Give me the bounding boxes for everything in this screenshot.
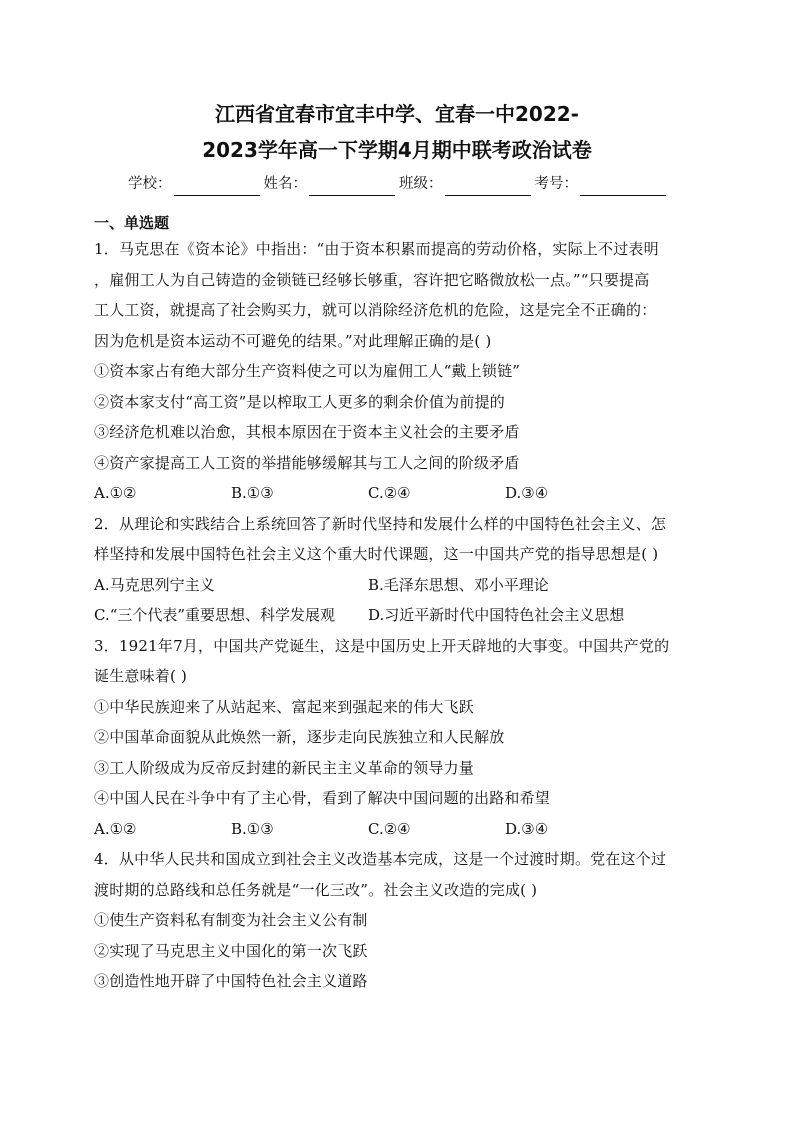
question-2 (94, 509, 700, 631)
question-3-stem-line: 3．1921年7月，中国共产党诞生，这是中国历史上开天辟地的大事变。中国共产党的 (94, 636, 670, 655)
class-field (399, 172, 531, 196)
choice-b: B.毛泽东思想、邓小平理论 (368, 575, 549, 594)
school-field (128, 172, 260, 196)
question-1-stem-line: 工人工资，就提高了社会购买力，就可以消除经济危机的危险，这是完全不正确的： (94, 301, 657, 319)
choice-c: C.②④ (368, 819, 411, 838)
question-4-statement-1: ①使生产资料私有制变为社会主义公有制 (94, 911, 368, 929)
student-info-line (94, 172, 700, 196)
exam-number-label: 考号： (534, 176, 578, 192)
question-1-statement-4: ④资产家提高工人工资的举措能够缓解其与工人之间的阶级矛盾 (94, 453, 520, 472)
question-1-statement-3: ③经济危机难以治愈，其根本原因在于资本主义社会的主要矛盾 (94, 423, 520, 441)
question-3-statement-4: ④中国人民在斗争中有了主心骨，看到了解决中国问题的出路和希望 (94, 789, 551, 807)
choice-a: A.①② (94, 819, 137, 838)
question-3-statement-3: ③工人阶级成为反帝反封建的新民主主义革命的领导力量 (94, 758, 475, 777)
name-field (264, 172, 396, 196)
question-2-choices-row-1 (94, 570, 700, 601)
name-blank (309, 179, 395, 196)
document-title (94, 96, 700, 168)
title-line-1: 江西省宜春市宜丰中学、宜春一中2022- (215, 102, 579, 126)
question-1-stem-line: ，雇佣工人为自己铸造的金锁链已经够长够重，容许把它略微放松一点。”“只要提高 (94, 270, 650, 289)
choice-b: B.①③ (231, 484, 274, 502)
school-blank (174, 179, 260, 196)
question-2-stem-line: 样坚持和发展中国特色社会主义这个重大时代课题，这一中国共产党的指导思想是( ) (94, 545, 659, 563)
question-3-choices (94, 814, 700, 845)
choice-b: B.①③ (231, 819, 274, 838)
question-2-stem-line: 2．从理论和实践结合上系统回答了新时代坚持和发展什么样的中国特色社会主义、怎 (94, 514, 667, 533)
choice-a: A.①② (94, 484, 137, 502)
question-3-statement-2: ②中国革命面貌从此焕然一新，逐步走向民族独立和人民解放 (94, 728, 505, 746)
choice-d: D.习近平新时代中国特色社会主义思想 (368, 606, 625, 624)
question-4-statement-2: ②实现了马克思主义中国化的第一次飞跃 (94, 941, 368, 960)
choice-c: C.“三个代表”重要思想、科学发展观 (94, 606, 336, 624)
choice-d: D.③④ (505, 819, 549, 838)
question-4 (94, 844, 700, 997)
question-4-stem-line: 4．从中华人民共和国成立到社会主义改造基本完成，这是一个过渡时期。党在这个过 (94, 850, 667, 868)
question-3-statement-1: ①中华民族迎来了从站起来、富起来到强起来的伟大飞跃 (94, 697, 475, 716)
question-1-stem-line: 因为危机是资本运动不可避免的结果。”对此理解正确的是( ) (94, 331, 492, 350)
class-label: 班级： (399, 176, 443, 192)
exam-number-field (535, 172, 667, 196)
question-1-statement-1: ①资本家占有绝大部分生产资料使之可以为雇佣工人“戴上锁链” (94, 362, 521, 380)
choice-d: D.③④ (505, 484, 549, 502)
question-3 (94, 631, 700, 845)
question-2-choices-row-2 (94, 600, 700, 631)
exam-number-blank (580, 179, 666, 196)
section-title: 一、单选题 (94, 214, 170, 232)
question-1 (94, 234, 700, 509)
choice-a: A.马克思列宁主义 (94, 575, 215, 594)
question-1-statement-2: ②资本家支付“高工资”是以榨取工人更多的剩余价值为前提的 (94, 392, 505, 411)
question-4-statement-3: ③创造性地开辟了中国特色社会主义道路 (94, 972, 368, 990)
title-line-2: 2023学年高一下学期4月期中联考政治试卷 (202, 138, 592, 162)
question-1-choices (94, 478, 700, 509)
name-label: 姓名： (263, 176, 307, 192)
question-1-stem-line: 1．马克思在《资本论》中指出：“由于资本积累而提高的劳动价格，实际上不过表明 (94, 240, 659, 258)
school-label: 学校： (128, 176, 172, 192)
class-blank (445, 179, 531, 196)
choice-c: C.②④ (368, 484, 411, 502)
question-3-stem-line: 诞生意味着( ) (94, 667, 188, 685)
question-4-stem-line: 渡时期的总路线和总任务就是“一化三改”。社会主义改造的完成( ) (94, 880, 538, 899)
